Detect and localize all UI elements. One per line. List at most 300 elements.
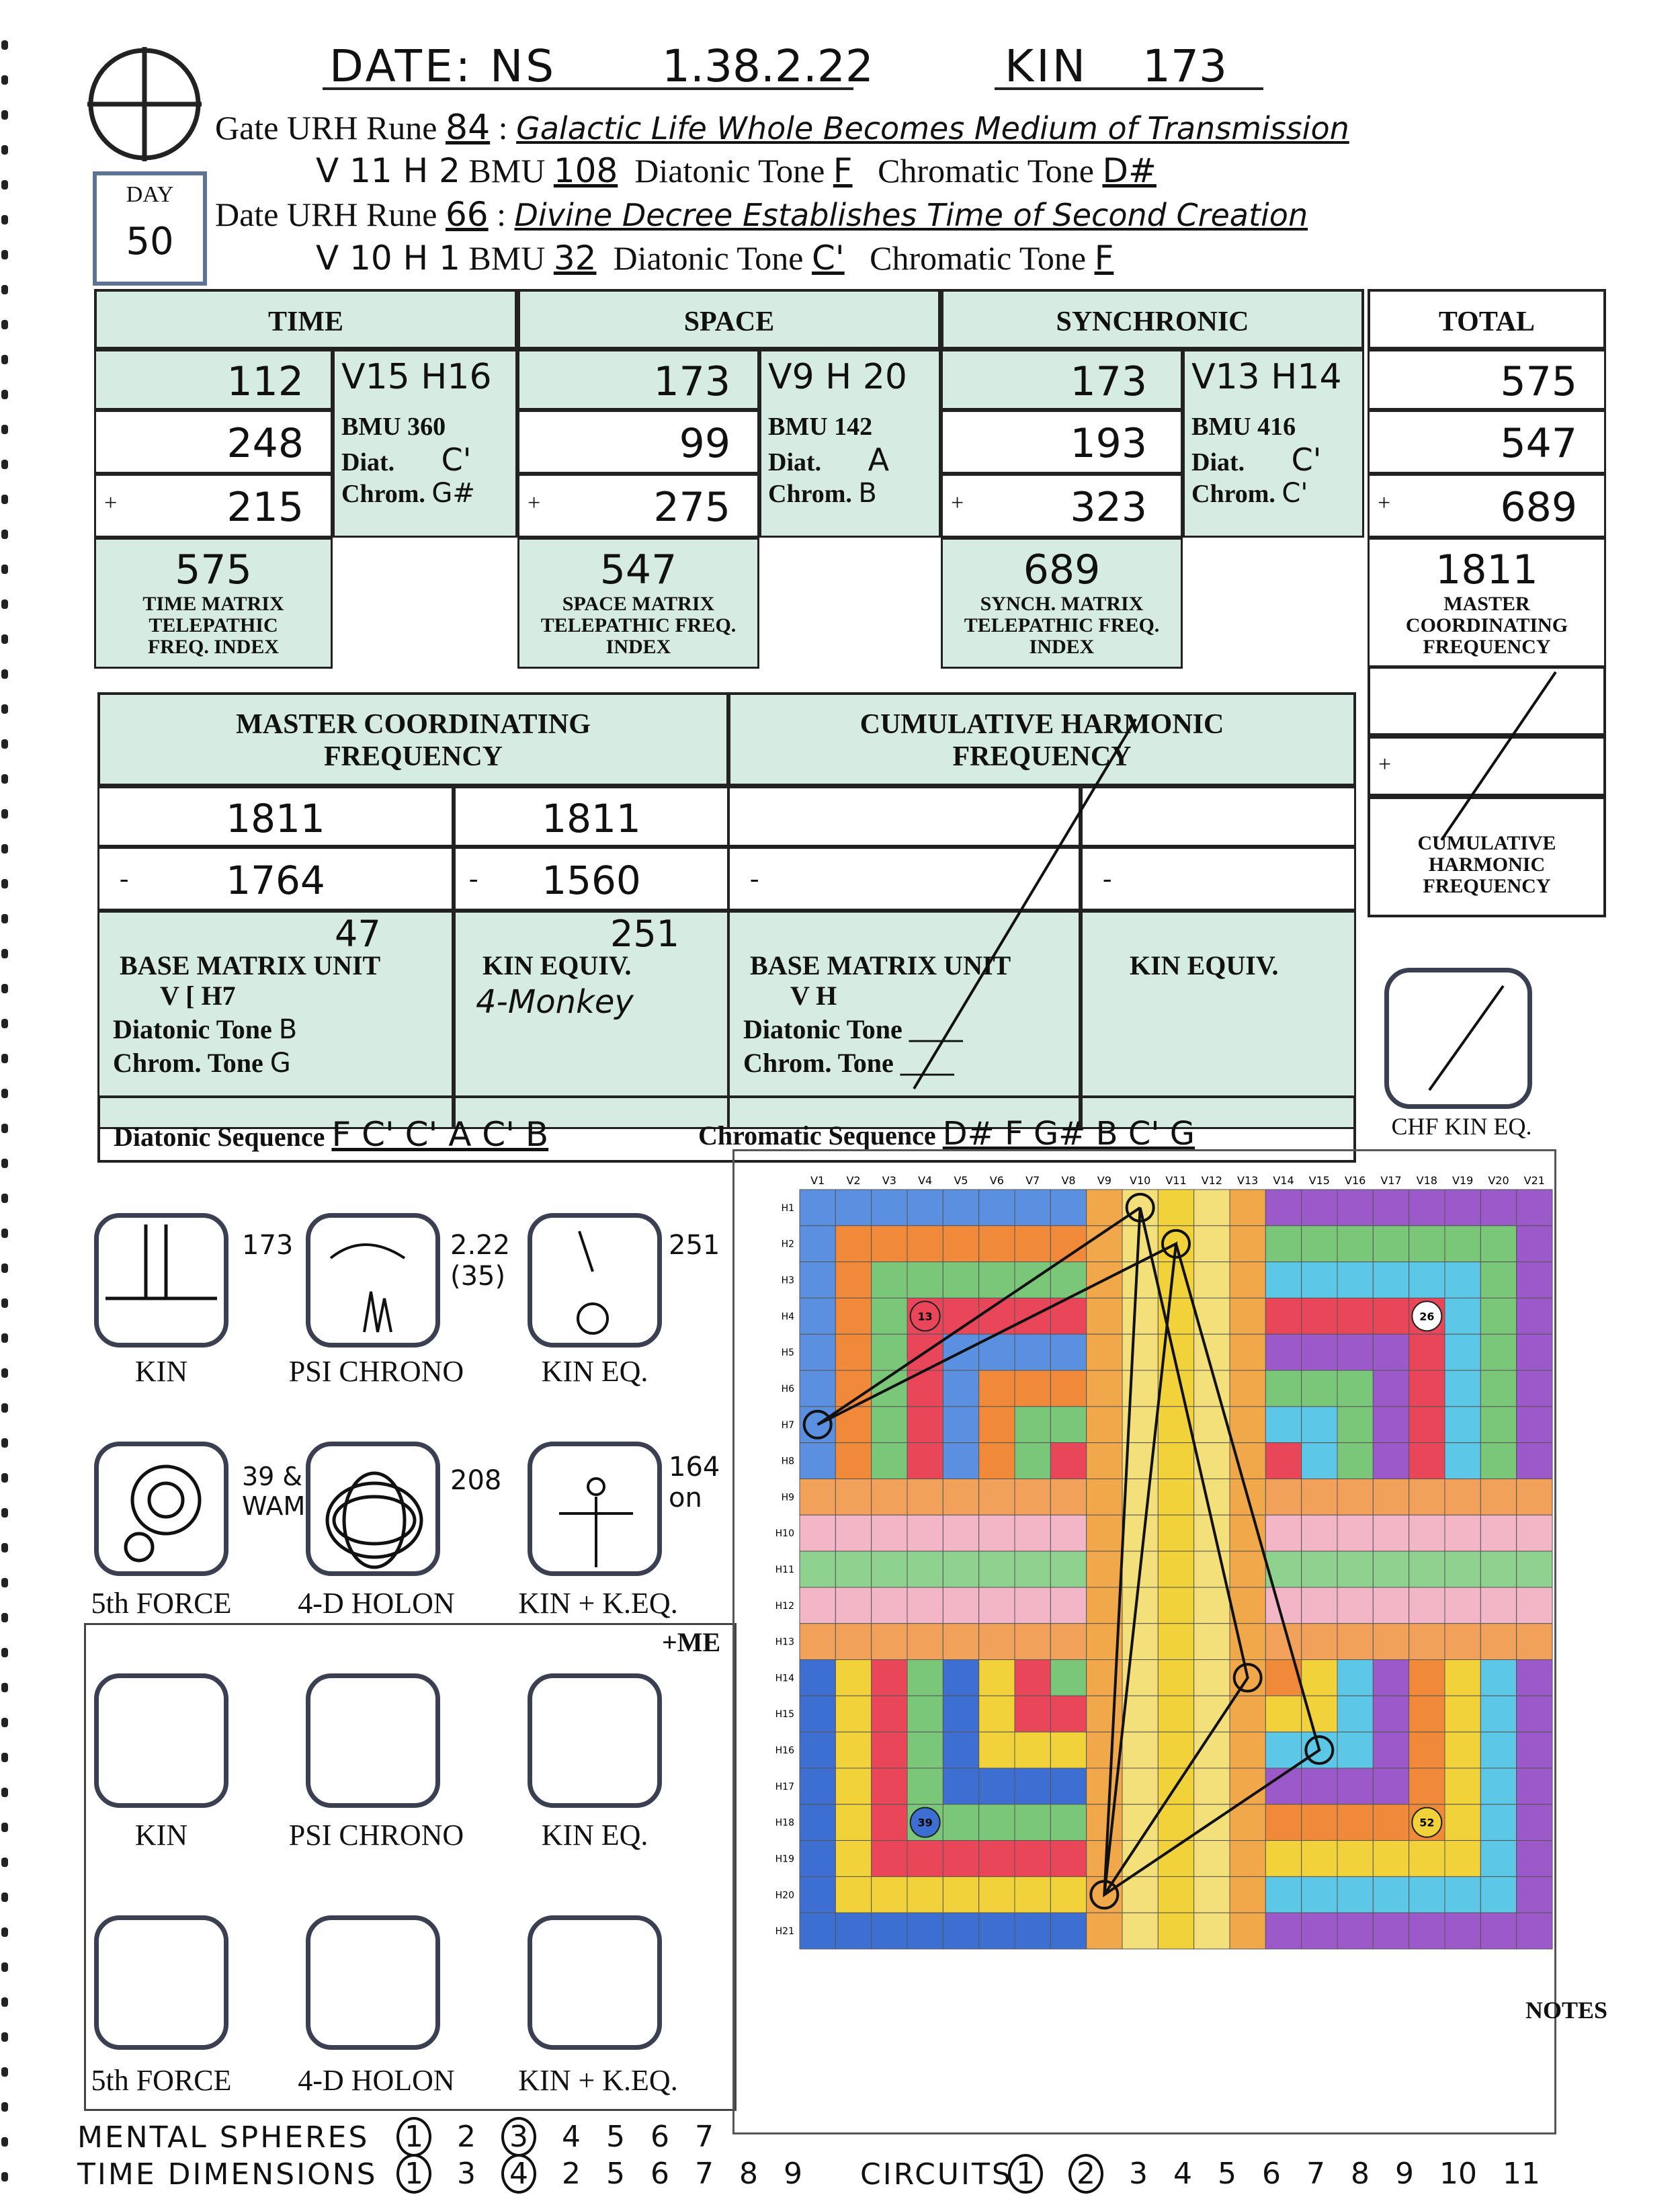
grid-cell (1409, 1262, 1445, 1298)
time-sum: 575 (175, 546, 252, 593)
gate-chromatic: D# (1102, 151, 1157, 190)
circuit-3: 3 (1129, 2157, 1148, 2191)
grid-cell (943, 1262, 978, 1298)
circuits-label: CIRCUITS (860, 2157, 1013, 2192)
grid-cell (979, 1696, 1015, 1732)
day-label: DAY (126, 182, 174, 207)
grid-cell (1445, 1841, 1480, 1877)
grid-cell (1194, 1226, 1230, 1262)
grid-cell (1265, 1841, 1301, 1877)
grid-cell (907, 1732, 943, 1768)
date-ns: NS (489, 40, 557, 92)
grid-cell (907, 1551, 943, 1587)
grid-cell (1015, 1443, 1050, 1479)
center-kin-label: 52 (1419, 1816, 1435, 1829)
grid-cell (1122, 1334, 1158, 1370)
mental-spheres-list (396, 2117, 739, 2157)
synchronic-diat-label: Diat. (1191, 448, 1245, 476)
gate-rune-text: Galactic Life Whole Becomes Medium of Transmission (516, 110, 1349, 147)
grid-cell (1050, 1370, 1086, 1407)
diatonic-seq-label: Diatonic Sequence (114, 1122, 325, 1152)
mental-sphere-1: 1 (396, 2117, 431, 2157)
grid-cell (1373, 1334, 1409, 1370)
grid-cell (1158, 1913, 1193, 1949)
grid-col-label: V15 (1308, 1174, 1330, 1187)
grid-cell (1158, 1876, 1193, 1913)
grid-cell (1480, 1551, 1516, 1587)
grid-cell (1480, 1226, 1516, 1262)
grid-cell (943, 1515, 978, 1551)
mcf-kin-equiv-value: 4-Monkey (476, 983, 634, 1021)
grid-cell (1050, 1876, 1086, 1913)
date-rune-chromatic-label: Chromatic Tone (870, 239, 1087, 277)
grid-cell (1480, 1443, 1516, 1479)
grid-cell (1409, 1551, 1445, 1587)
grid-cell (1265, 1443, 1301, 1479)
chromatic-seq: D# F G# B C' G (942, 1115, 1195, 1153)
grid-cell (1409, 1768, 1445, 1804)
grid-cell (872, 1768, 907, 1804)
grid-cell (1337, 1226, 1373, 1262)
chf-chrom-label: Chrom. Tone (743, 1048, 894, 1078)
chf-bmu-label: BASE MATRIX UNIT (750, 950, 1011, 981)
grid-cell (979, 1624, 1015, 1660)
grid-cell (1050, 1407, 1086, 1443)
grid-cell (1015, 1334, 1050, 1370)
grid-cell (1337, 1624, 1373, 1660)
grid-cell (1337, 1298, 1373, 1334)
grid-cell (1265, 1624, 1301, 1660)
space-block (517, 349, 941, 669)
grid-cell (943, 1624, 978, 1660)
gate-detail-line (316, 151, 1157, 190)
grid-cell (1517, 1768, 1552, 1804)
total-header: TOTAL (1368, 289, 1606, 349)
time-header: TIME (94, 289, 517, 349)
grid-cell (1373, 1298, 1409, 1334)
grid-cell (1445, 1732, 1480, 1768)
grid-cell (872, 1551, 907, 1587)
grid-cell (800, 1587, 835, 1624)
time-diat: C' (441, 442, 472, 478)
grid-cell (1015, 1551, 1050, 1587)
grid-cell (1087, 1515, 1122, 1551)
grid-cell (1230, 1913, 1265, 1949)
grid-cell (1158, 1696, 1193, 1732)
grid-cell (1517, 1876, 1552, 1913)
kin-plus-keq-caption-2: KIN + K.EQ. (518, 2064, 678, 2097)
grid-cell (1015, 1624, 1050, 1660)
grid-cell (872, 1226, 907, 1262)
time-chrom: G# (431, 478, 475, 509)
time-dimension-6: 6 (650, 2157, 669, 2191)
grid-cell (1302, 1841, 1337, 1877)
mental-sphere-6: 6 (650, 2120, 669, 2154)
grid-cell (1373, 1370, 1409, 1407)
chf-vh: V H (790, 981, 837, 1011)
grid-cell (1302, 1443, 1337, 1479)
grid-cell (1015, 1407, 1050, 1443)
grid-cell (1230, 1334, 1265, 1370)
synchronic-chrom: C' (1282, 478, 1308, 509)
grid-row-label: H19 (775, 1854, 794, 1865)
grid-cell (1337, 1660, 1373, 1696)
grid-cell (872, 1479, 907, 1515)
grid-cell (1480, 1190, 1516, 1226)
mcf-vh: V [ H7 (160, 981, 236, 1011)
grid-cell (1302, 1587, 1337, 1624)
grid-cell (872, 1190, 907, 1226)
grid-cell (1337, 1768, 1373, 1804)
grid-cell (1265, 1407, 1301, 1443)
diatonic-seq: F C' C' A C' B (331, 1115, 549, 1154)
grid-cell (979, 1515, 1015, 1551)
grid-cell (1517, 1660, 1552, 1696)
grid-cell (1087, 1913, 1122, 1949)
grid-cell (835, 1768, 871, 1804)
grid-cell (1409, 1190, 1445, 1226)
fifth-force-caption: 5th FORCE (91, 1587, 232, 1620)
grid-col-label: V17 (1380, 1174, 1402, 1187)
mcf-left-result: 47 (335, 913, 381, 955)
grid-cell (835, 1262, 871, 1298)
grid-cell (1015, 1515, 1050, 1551)
date-rune-text: Divine Decree Establishes Time of Second Creation (514, 197, 1308, 233)
grid-cell (943, 1551, 978, 1587)
grid-cell (1194, 1660, 1230, 1696)
grid-cell (1194, 1587, 1230, 1624)
kin-eq-glyph (528, 1213, 662, 1347)
space-header: SPACE (517, 289, 941, 349)
grid-cell (979, 1443, 1015, 1479)
grid-cell (1302, 1660, 1337, 1696)
grid-cell (1302, 1768, 1337, 1804)
total-plus: + (1378, 491, 1391, 515)
date-value: 1.38.2.22 (662, 40, 874, 92)
grid-col-label: V1 (810, 1174, 825, 1187)
grid-cell (1087, 1298, 1122, 1334)
grid-cell (835, 1913, 871, 1949)
grid-row-label: H12 (775, 1600, 794, 1612)
grid-cell (872, 1443, 907, 1479)
space-index-label: SPACE MATRIX TELEPATHIC FREQ. INDEX (540, 593, 737, 658)
grid-cell (800, 1551, 835, 1587)
mcf-chrom-value: G (269, 1048, 291, 1079)
synchronic-vh: V13 H14 (1191, 357, 1342, 397)
center-kin-label: 26 (1419, 1310, 1435, 1323)
grid-cell (1409, 1624, 1445, 1660)
grid-cell (1087, 1804, 1122, 1841)
grid-cell (1265, 1515, 1301, 1551)
time-value-2: 248 (226, 420, 304, 467)
kin-eq-caption-2: KIN EQ. (541, 1819, 648, 1852)
time-dimension-1: 1 (396, 2154, 431, 2194)
grid-row-label: H14 (775, 1673, 794, 1684)
date-rune-diatonic-label: Diatonic Tone (613, 239, 804, 277)
grid-cell (1337, 1479, 1373, 1515)
date-rune: 66 (446, 195, 489, 234)
kin-value: 173 (1142, 40, 1227, 92)
grid-cell (907, 1262, 943, 1298)
grid-cell (1230, 1370, 1265, 1407)
grid-cell (1122, 1370, 1158, 1407)
mental-sphere-2: 2 (457, 2120, 476, 2154)
grid-cell (872, 1407, 907, 1443)
grid-cell (1517, 1407, 1552, 1443)
grid-cell (979, 1660, 1015, 1696)
circuit-4: 4 (1173, 2157, 1192, 2191)
compass-symbol (81, 40, 208, 168)
grid-cell (1302, 1515, 1337, 1551)
grid-cell (979, 1407, 1015, 1443)
mcf-left-minus-value: 1764 (226, 858, 325, 903)
grid-cell (1302, 1407, 1337, 1443)
grid-cell (800, 1696, 835, 1732)
grid-cell (800, 1841, 835, 1877)
grid-cell (1230, 1841, 1265, 1877)
gate-bmu: 108 (553, 151, 618, 190)
time-dimension-7: 7 (695, 2157, 714, 2191)
grid-cell (907, 1407, 943, 1443)
mental-sphere-4: 4 (562, 2120, 581, 2154)
grid-cell (1517, 1226, 1552, 1262)
mcf-mid-top: 1811 (542, 796, 641, 841)
grid-cell (872, 1841, 907, 1877)
grid-cell (1517, 1334, 1552, 1370)
synchronic-header: SYNCHRONIC (941, 289, 1364, 349)
grid-cell (1265, 1876, 1301, 1913)
grid-cell (872, 1298, 907, 1334)
notes-label: NOTES (1525, 1997, 1608, 2024)
synchronic-value-3: 323 (1070, 484, 1147, 531)
grid-col-label: V10 (1130, 1174, 1151, 1187)
grid-cell (907, 1624, 943, 1660)
grid-cell (1517, 1551, 1552, 1587)
date-rune-chromatic: F (1094, 239, 1114, 278)
grid-cell (1194, 1190, 1230, 1226)
grid-cell (1230, 1262, 1265, 1298)
grid-cell (1373, 1587, 1409, 1624)
grid-row-label: H9 (781, 1492, 794, 1503)
grid-cell (1122, 1515, 1158, 1551)
grid-cell (1015, 1913, 1050, 1949)
grid-cell (979, 1841, 1015, 1877)
chf-minus-2: - (1103, 863, 1112, 893)
grid-cell (1265, 1587, 1301, 1624)
day-box (93, 171, 207, 286)
grid-cell (1302, 1334, 1337, 1370)
grid-cell (1337, 1876, 1373, 1913)
grid-cell (907, 1587, 943, 1624)
mcf-left-minus: - (120, 863, 129, 893)
grid-cell (1373, 1226, 1409, 1262)
grid-cell (1230, 1190, 1265, 1226)
grid-cell (1480, 1913, 1516, 1949)
grid-cell (1409, 1732, 1445, 1768)
chf-strike-line (1368, 665, 1606, 921)
holomind-grid (775, 1174, 1552, 1949)
grid-cell (1015, 1841, 1050, 1877)
grid-cell (1373, 1551, 1409, 1587)
space-chrom: B (858, 478, 877, 509)
grid-cell (872, 1262, 907, 1298)
grid-cell (1087, 1696, 1122, 1732)
space-bmu: BMU 142 (768, 413, 873, 441)
grid-cell (1337, 1407, 1373, 1443)
grid-cell (1480, 1298, 1516, 1334)
grid-cell (1194, 1768, 1230, 1804)
grid-cell (943, 1732, 978, 1768)
synchronic-bmu: BMU 416 (1191, 413, 1296, 441)
date-rune-bmu-label: BMU (468, 239, 546, 277)
grid-cell (1409, 1913, 1445, 1949)
grid-cell (1158, 1190, 1193, 1226)
grid-cell (835, 1587, 871, 1624)
grid-cell (1373, 1660, 1409, 1696)
grid-cell (1265, 1226, 1301, 1262)
date-line (329, 40, 556, 92)
grid-row-label: H10 (775, 1528, 794, 1540)
time-dimension-8: 8 (739, 2157, 758, 2191)
time-dimension-2: 2 (562, 2157, 581, 2191)
kin-glyph-empty (94, 1673, 228, 1808)
grid-cell (1480, 1732, 1516, 1768)
grid-cell (1445, 1226, 1480, 1262)
grid-cell (1087, 1370, 1122, 1407)
grid-cell (835, 1804, 871, 1841)
grid-cell (1445, 1262, 1480, 1298)
grid-cell (1230, 1407, 1265, 1443)
grid-cell (907, 1876, 943, 1913)
master-sum: 1811 (1435, 546, 1538, 593)
grid-cell (1337, 1732, 1373, 1768)
grid-cell (835, 1190, 871, 1226)
grid-row-label: H8 (781, 1456, 794, 1467)
grid-cell (1122, 1298, 1158, 1334)
space-diat: A (868, 442, 890, 478)
grid-cell (1302, 1804, 1337, 1841)
grid-cell (1373, 1841, 1409, 1877)
grid-col-label: V11 (1165, 1174, 1187, 1187)
grid-cell (800, 1515, 835, 1551)
grid-cell (1015, 1768, 1050, 1804)
chf-box-2: + (1368, 736, 1606, 796)
grid-cell (1517, 1443, 1552, 1479)
gate-line: Gate URH Rune 84 : Galactic Life Whole Becomes Medium of Transmission (215, 108, 1349, 148)
grid-cell (1517, 1587, 1552, 1624)
grid-cell (1517, 1262, 1552, 1298)
grid-cell (907, 1515, 943, 1551)
synchronic-diat: C' (1291, 442, 1322, 478)
grid-cell (1158, 1479, 1193, 1515)
kin-glyph (94, 1213, 228, 1347)
grid-cell (872, 1624, 907, 1660)
grid-col-label: V19 (1452, 1174, 1474, 1187)
grid-cell (872, 1732, 907, 1768)
grid-cell (1050, 1804, 1086, 1841)
grid-cell (1373, 1696, 1409, 1732)
holon-caption-2: 4-D HOLON (298, 2064, 455, 2097)
grid-cell (1337, 1587, 1373, 1624)
kin-eq-note: 251 (669, 1230, 720, 1261)
grid-cell (943, 1876, 978, 1913)
grid-cell (835, 1515, 871, 1551)
grid-cell (1302, 1624, 1337, 1660)
grid-cell (1050, 1334, 1086, 1370)
grid-cell (1445, 1660, 1480, 1696)
synchronic-plus: + (951, 491, 964, 515)
grid-cell (1373, 1515, 1409, 1551)
grid-cell (1445, 1190, 1480, 1226)
mcf-mid-minus-value: 1560 (542, 858, 641, 903)
circuit-10: 10 (1439, 2157, 1477, 2191)
chromatic-seq-label: Chromatic Sequence (698, 1120, 936, 1151)
chf-header: CUMULATIVE HARMONIC FREQUENCY (728, 692, 1356, 786)
grid-cell (800, 1732, 835, 1768)
grid-cell (1302, 1298, 1337, 1334)
grid-cell (1373, 1479, 1409, 1515)
holon-caption: 4-D HOLON (298, 1587, 455, 1620)
grid-cell (1122, 1624, 1158, 1660)
grid-cell (1480, 1624, 1516, 1660)
space-value-1: 173 (653, 358, 730, 405)
circuit-6: 6 (1262, 2157, 1281, 2191)
time-vh: V15 H16 (341, 357, 492, 397)
center-kin-label: 39 (917, 1816, 933, 1829)
grid-cell (1122, 1696, 1158, 1732)
grid-cell (1373, 1913, 1409, 1949)
grid-cell (1302, 1370, 1337, 1407)
grid-cell (1517, 1804, 1552, 1841)
date-rune-line: Date URH Rune 66 : Divine Decree Establishes Time of Second Creation (215, 195, 1308, 234)
grid-cell (1194, 1370, 1230, 1407)
grid-cell (1230, 1876, 1265, 1913)
grid-cell (835, 1660, 871, 1696)
grid-cell (800, 1298, 835, 1334)
grid-cell (1337, 1334, 1373, 1370)
circuit-11: 11 (1503, 2157, 1540, 2191)
grid-cell (1230, 1804, 1265, 1841)
grid-cell (907, 1660, 943, 1696)
grid-cell (1445, 1587, 1480, 1624)
grid-cell (979, 1768, 1015, 1804)
time-chrom-label: Chrom. (341, 480, 425, 508)
kin-eq-caption: KIN EQ. (541, 1355, 648, 1388)
grid-cell (1445, 1479, 1480, 1515)
grid-cell (1087, 1551, 1122, 1587)
gate-diatonic-label: Diatonic Tone (634, 152, 825, 190)
grid-cell (835, 1696, 871, 1732)
grid-cell (1194, 1841, 1230, 1877)
space-plus: + (528, 491, 541, 515)
grid-col-label: V6 (989, 1174, 1004, 1187)
chf-kin-equiv-label: KIN EQUIV. (1130, 950, 1279, 981)
grid-cell (907, 1913, 943, 1949)
grid-cell (1337, 1804, 1373, 1841)
spiral-binding (0, 0, 13, 2201)
time-dimension-4: 4 (501, 2154, 536, 2194)
kin-plus-keq-note: 164 on (669, 1452, 720, 1513)
grid-cell (835, 1841, 871, 1877)
chf-kin-label: CHF KIN EQ. (1391, 1113, 1532, 1140)
holon-note: 208 (450, 1465, 502, 1496)
grid-cell (1265, 1732, 1301, 1768)
kin-plus-keq-glyph-empty (528, 1915, 662, 2050)
circuits-list (1008, 2154, 1566, 2194)
kin-label: KIN (1005, 40, 1089, 92)
grid-col-label: V18 (1416, 1174, 1437, 1187)
grid-cell (1302, 1262, 1337, 1298)
